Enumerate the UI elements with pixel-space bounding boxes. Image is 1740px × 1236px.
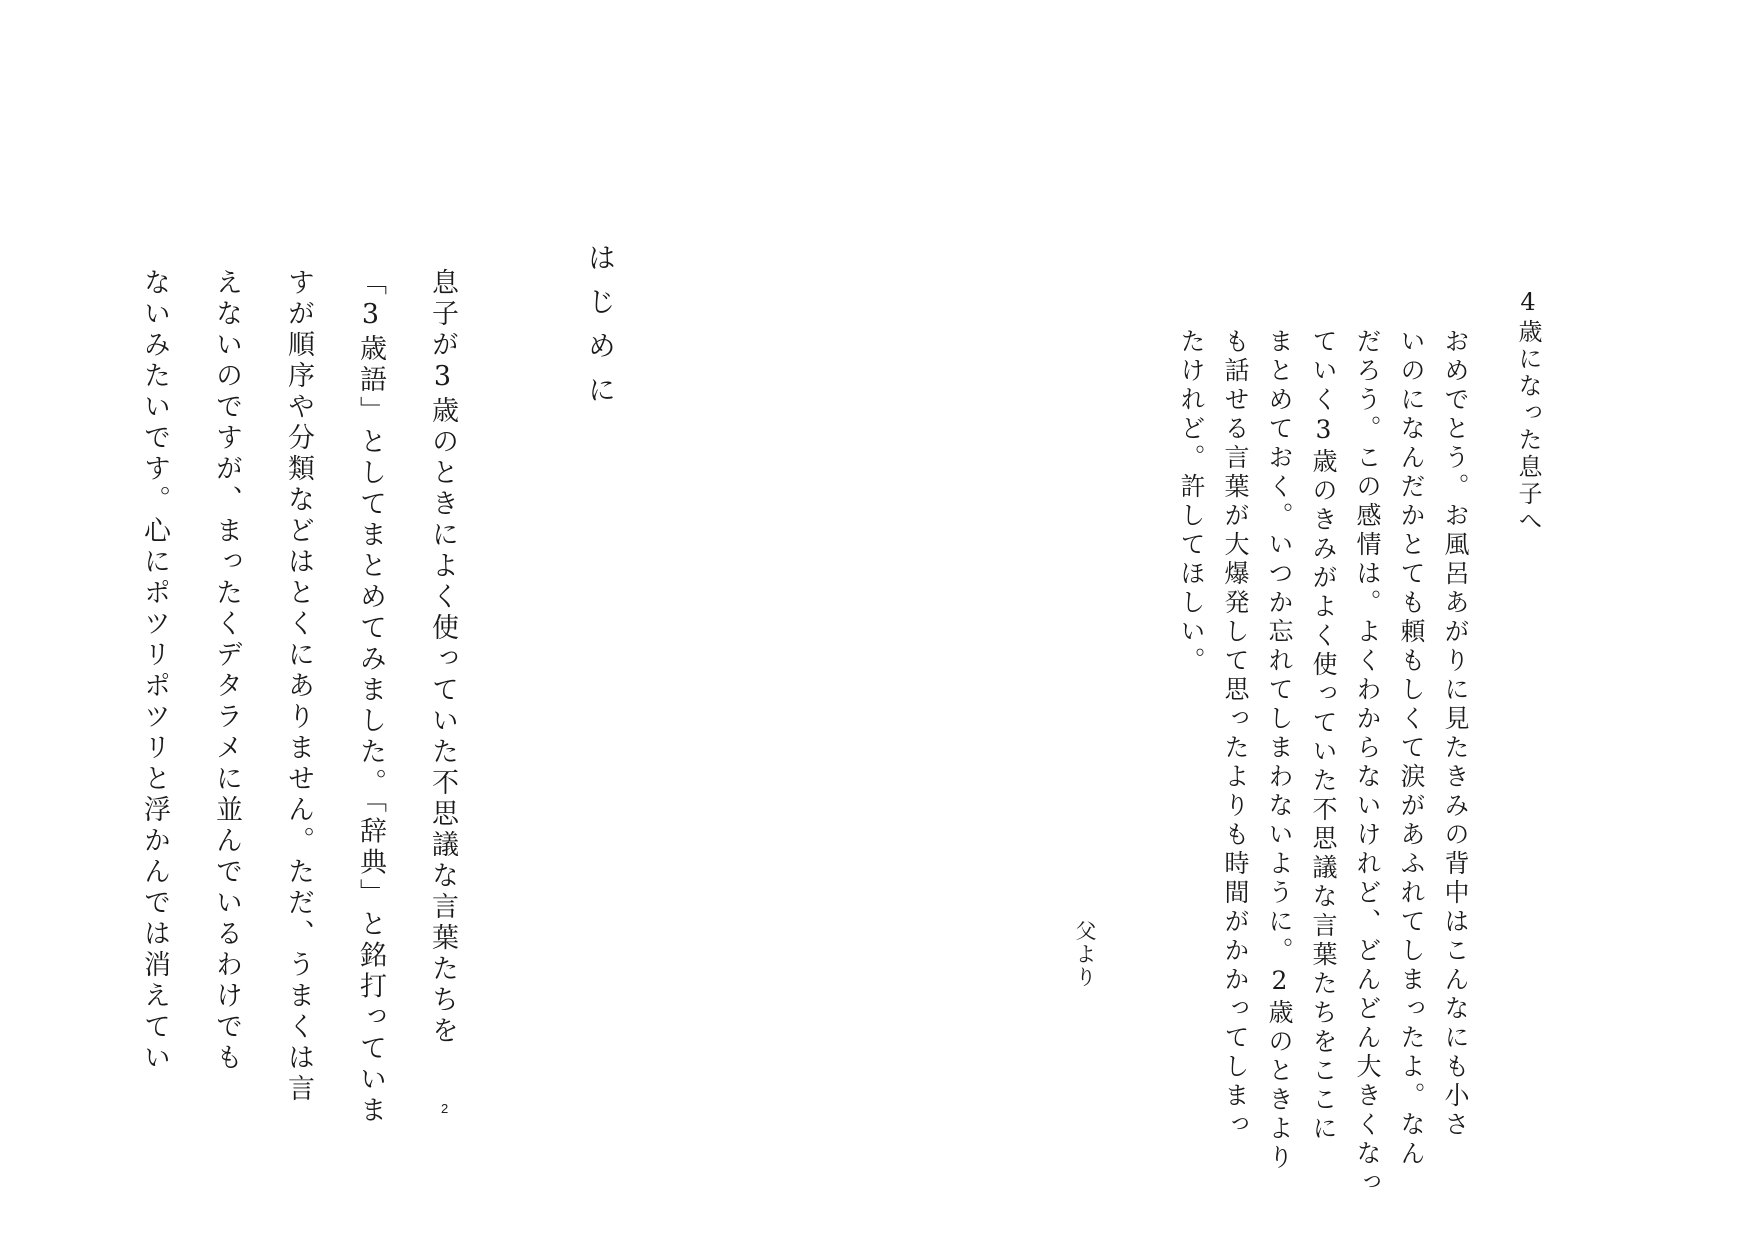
intro-line: ないみたいです。心にポツリポツリと浮かんでは消えてい bbox=[139, 268, 170, 1074]
intro-line: えないのですが、まったくデタラメに並んでいるわけでも bbox=[211, 268, 242, 1074]
letter-line: たけれど。許してほしい。 bbox=[1177, 328, 1206, 676]
page-number: 2 bbox=[441, 1101, 449, 1116]
letter-line: おめでとう。お風呂あがりに見たきみの背中はこんなにも小さ bbox=[1441, 328, 1470, 1140]
letter-line: ていく3歳のきみがよく使っていた不思議な言葉たちをここに bbox=[1309, 328, 1338, 1144]
letter-line: まとめておく。いつか忘れてしまわないように。2歳のときより bbox=[1265, 328, 1294, 1173]
letter-title: 4歳になった息子へ bbox=[1514, 288, 1542, 535]
intro-line: 息子が3歳のときによく使っていた不思議な言葉たちを bbox=[427, 268, 458, 1047]
intro-line: すが順序や分類などはとくにありません。ただ、うまくは言 bbox=[283, 268, 314, 1105]
letter-signature: 父より bbox=[1073, 920, 1097, 989]
letter-line: いのになんだかとても頼もしくて涙があふれてしまったよ。なん bbox=[1397, 328, 1426, 1169]
letter-line: も話せる言葉が大爆発して思ったよりも時間がかかってしまっ bbox=[1221, 328, 1250, 1140]
letter-line: だろう。この感情は。よくわからないけれど、どんどん大きくなっ bbox=[1353, 328, 1382, 1198]
intro-heading: はじめに bbox=[584, 243, 617, 419]
intro-line: 「3歳語」としてまとめてみました。「辞典」と銘打っていま bbox=[355, 268, 386, 1127]
